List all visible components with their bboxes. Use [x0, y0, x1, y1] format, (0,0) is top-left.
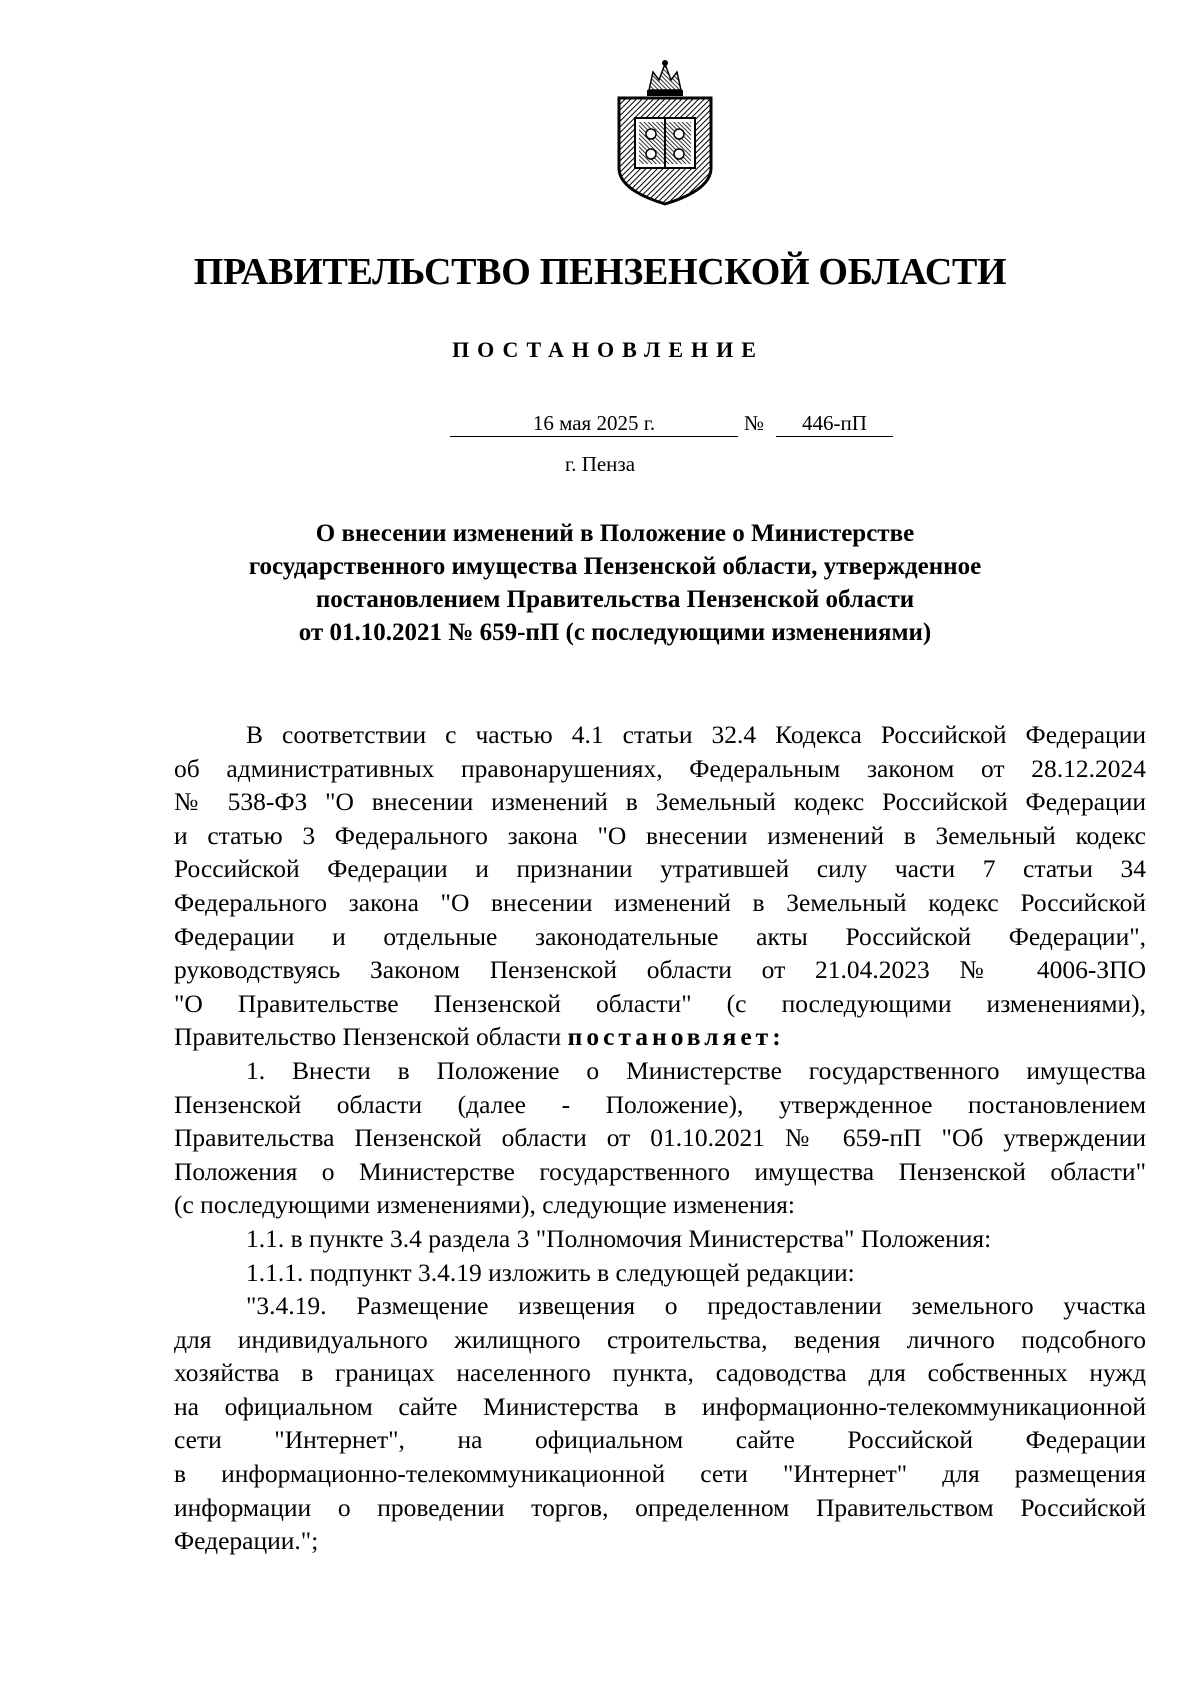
body-line: на официальном сайте Министерства в информационно-телекоммуникационной	[174, 1391, 1146, 1421]
subject-line: государственного имущества Пензенской области, утвержденное	[248, 553, 982, 580]
body-line: хозяйства в границах населенного пункта, садоводства для собственных нужд	[174, 1358, 1146, 1388]
document-subject	[150, 517, 1080, 649]
decree-word: постановляет:	[567, 1022, 785, 1052]
body-line: № 538-ФЗ "О внесении изменений в Земельный кодекс Российской Федерации	[174, 787, 1146, 817]
body-line-decree	[174, 1020, 1146, 1054]
body-line: (с последующими изменениями), следующие изменения:	[174, 1190, 795, 1220]
body-line: Российской Федерации и признании утратившей силу части 7 статьи 34	[174, 854, 1146, 884]
body-line: Федерации.";	[174, 1526, 319, 1556]
body-line-text: Правительство Пензенской области	[174, 1022, 562, 1052]
body-line: сети "Интернет", на официальном сайте Российской Федерации	[174, 1425, 1146, 1455]
body-line: в информационно-телекоммуникационной сети "Интернет" для размещения	[174, 1459, 1146, 1489]
body-line: для индивидуального жилищного строительства, ведения личного подсобного	[174, 1324, 1146, 1354]
document-body	[174, 718, 1146, 1558]
body-line: информации о проведении торгов, определенном Правительством Российской	[174, 1492, 1146, 1522]
city-name: г. Пенза	[564, 452, 636, 476]
document-number: 446-пП	[776, 410, 893, 437]
subject-line: постановлением Правительства Пензенской области	[315, 586, 915, 613]
body-line: В соответствии с частью 4.1 статьи 32.4 Кодекса Российской Федерации	[246, 720, 1146, 749]
body-line: 1.1.1. подпункт 3.4.19 изложить в следующей редакции:	[246, 1257, 855, 1287]
subject-line: от 01.10.2021 № 659-пП (с последующими изменениями)	[298, 619, 932, 646]
government-title: ПРАВИТЕЛЬСТВО ПЕНЗЕНСКОЙ ОБЛАСТИ	[193, 251, 1007, 293]
body-line: Пензенской области (далее - Положение), утвержденное постановлением	[174, 1089, 1146, 1119]
document-date: 16 мая 2025 г.	[450, 410, 738, 437]
body-line: об административных правонарушениях, Федеральным законом от 28.12.2024	[174, 753, 1146, 783]
body-line: 1. Внести в Положение о Министерстве государственного имущества	[246, 1055, 1146, 1085]
coat-of-arms-emblem	[609, 58, 721, 208]
body-line: Федерального закона "О внесении изменений в Земельный кодекс Российской	[174, 887, 1146, 917]
body-line: 1.1. в пункте 3.4 раздела 3 "Полномочия Министерства" Положения:	[246, 1223, 992, 1253]
body-line: Положения о Министерстве государственного имущества Пензенской области"	[174, 1156, 1146, 1186]
body-line: "О Правительстве Пензенской области" (с последующими изменениями),	[174, 988, 1146, 1018]
body-line: руководствуясь Законом Пензенской области от 21.04.2023 № 4006-ЗПО	[174, 955, 1146, 985]
body-line: Правительства Пензенской области от 01.10.2021 № 659-пП "Об утверждении	[174, 1123, 1146, 1153]
body-line: и статью 3 Федерального закона "О внесении изменений в Земельный кодекс	[174, 820, 1146, 850]
body-line: Федерации и отдельные законодательные акты Российской Федерации",	[174, 921, 1146, 951]
subject-line: О внесении изменений в Положение о Министерстве	[315, 520, 915, 547]
number-sign: №	[744, 411, 765, 435]
body-line: "3.4.19. Размещение извещения о предоставлении земельного участка	[246, 1291, 1146, 1321]
document-type-heading: ПОСТАНОВЛЕНИЕ	[452, 337, 764, 362]
